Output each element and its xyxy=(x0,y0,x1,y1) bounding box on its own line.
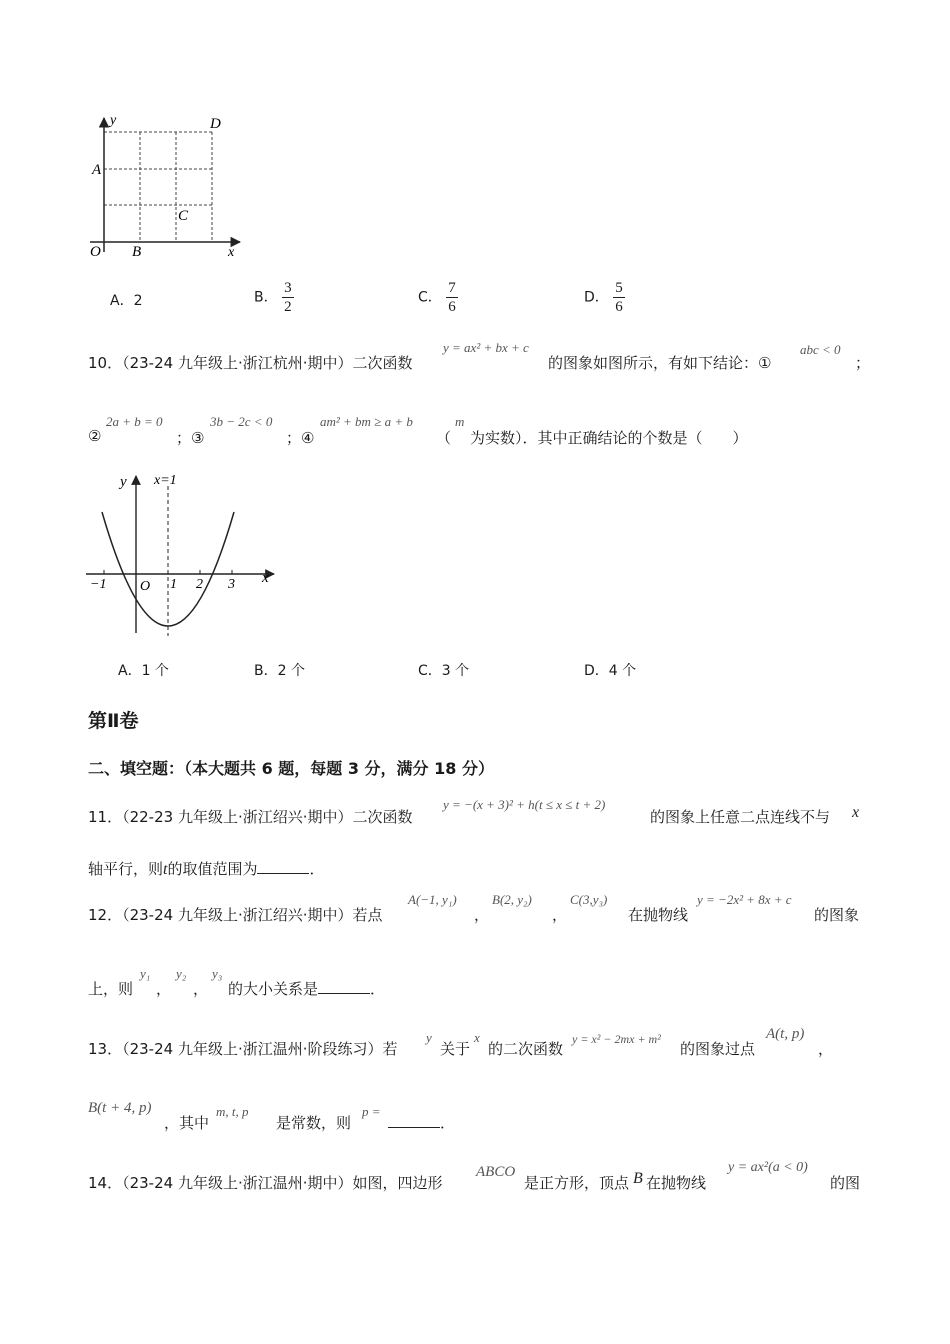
answer-blank[interactable] xyxy=(318,979,370,994)
q13-comma: ， xyxy=(818,1040,834,1058)
q11-text1: 的图象上任意二点连线不与 xyxy=(650,808,831,826)
parabola-y-label: y xyxy=(120,474,127,490)
q11-line1: 11．（22-23 九年级上·浙江绍兴·期中）二次函数 xyxy=(88,808,413,826)
q12-y3: y₃ xyxy=(212,966,223,981)
answer-blank[interactable] xyxy=(388,1113,440,1128)
q10-paren: （ xyxy=(436,429,452,447)
q12-text1: 在抛物线 xyxy=(628,906,689,924)
q12-pC: C(3,y₃) xyxy=(570,892,608,907)
q10-line1: 10．（23-24 九年级上·浙江杭州·期中）二次函数 xyxy=(88,354,413,372)
q10-option-d[interactable]: D．4 个 xyxy=(584,663,637,679)
q11-line2: 轴平行，则t的取值范围为 ． xyxy=(88,860,325,878)
fraction: $\frac{7}{6}$ xyxy=(448,280,456,315)
q10-sep1: ； xyxy=(855,354,871,372)
q9-option-c[interactable]: C． $\frac{7}{6}$ xyxy=(418,280,456,315)
q14-abco: ABCO xyxy=(476,1164,516,1180)
q13-pA: A(t, p) xyxy=(766,1026,805,1042)
q10-func: y = ax² + bx + c xyxy=(443,340,529,355)
grid-figure xyxy=(86,110,256,262)
grid-origin-label: O xyxy=(90,244,101,260)
q12-line2a: 上，则 xyxy=(88,980,134,998)
q12-line2b: 的大小关系是 ． xyxy=(228,980,386,998)
q10-line1-b: 的图象如图所示，有如下结论：① xyxy=(548,354,772,372)
q14-text3: 的图 xyxy=(830,1174,861,1192)
q14-text2: 在抛物线 xyxy=(646,1174,707,1192)
q12-comma2: ， xyxy=(552,906,568,924)
parabola-x-label: x xyxy=(262,570,269,586)
q12-text2: 的图象 xyxy=(814,906,860,924)
parabola-origin-label: O xyxy=(140,579,151,594)
q12-line1: 12．（23-24 九年级上·浙江绍兴·期中）若点 xyxy=(88,906,383,924)
q10-c3: 3b − 2c < 0 xyxy=(210,414,273,429)
q12-c2: ， xyxy=(193,980,209,998)
q10-c1: abc < 0 xyxy=(800,342,841,357)
tick-label-neg1: −1 xyxy=(90,577,107,592)
q11-func: y = −(x + 3)² + h(t ≤ x ≤ t + 2) xyxy=(443,797,606,812)
grid-x-label: x xyxy=(228,245,235,260)
q12-comma1: ， xyxy=(474,906,490,924)
q13-text1: 关于 xyxy=(440,1040,471,1058)
q10-m: m xyxy=(455,414,465,429)
q10-c2: 2a + b = 0 xyxy=(106,414,163,429)
q13-text2: 的二次函数 xyxy=(488,1040,564,1058)
q13-vars: m, t, p xyxy=(216,1104,249,1119)
parabola-figure xyxy=(84,468,280,640)
fraction: $\frac{3}{2}$ xyxy=(284,280,292,315)
q13-peq: p = xyxy=(362,1104,381,1119)
q12-y2: y₂ xyxy=(176,966,187,981)
q13-func: y = x² − 2mx + m² xyxy=(572,1032,661,1046)
q13-answer: ． xyxy=(388,1112,455,1133)
q10-c2-pre: ② xyxy=(88,427,102,445)
grid-point-A: A xyxy=(92,162,102,178)
q10-option-b[interactable]: B．2 个 xyxy=(254,663,305,679)
tick-label-1: 1 xyxy=(170,577,177,592)
parabola-axis-label: x=1 xyxy=(154,473,177,488)
section-title: 第Ⅱ卷 xyxy=(88,710,139,732)
q12-func: y = −2x² + 8x + c xyxy=(697,892,792,907)
q10-option-a[interactable]: A．1 个 xyxy=(118,663,169,679)
q13-x: x xyxy=(474,1030,480,1045)
q10-sep2: ；③ xyxy=(176,429,205,447)
q14-func: y = ax²(a < 0) xyxy=(728,1160,808,1175)
q9-option-b[interactable]: B． $\frac{3}{2}$ xyxy=(254,280,292,315)
grid-y-label: y xyxy=(110,113,117,128)
q9-option-d[interactable]: D． $\frac{5}{6}$ xyxy=(584,280,623,315)
q14-B: B xyxy=(633,1170,643,1187)
q14-line1: 14．（23-24 九年级上·浙江温州·期中）如图，四边形 xyxy=(88,1174,443,1192)
q14-text1: 是正方形，顶点 xyxy=(524,1174,630,1192)
q10-sep3: ；④ xyxy=(286,429,315,447)
grid-point-C: C xyxy=(178,208,189,224)
q10-option-c[interactable]: C．3 个 xyxy=(418,663,470,679)
q13-pB: B(t + 4, p) xyxy=(88,1100,152,1116)
grid-point-D: D xyxy=(210,116,221,132)
q10-text2: 为实数）．其中正确结论的个数是（ ） xyxy=(470,429,748,447)
tick-label-2: 2 xyxy=(196,577,203,592)
q9-option-a[interactable]: A．2 xyxy=(110,293,143,309)
q12-pA: A(−1, y₁) xyxy=(408,892,457,907)
q12-y1: y₁ xyxy=(140,966,151,981)
q13-text5: 是常数，则 xyxy=(276,1114,352,1132)
q10-c4: am² + bm ≥ a + b xyxy=(320,414,413,429)
grid-point-B: B xyxy=(132,244,142,260)
q13-y: y xyxy=(426,1030,432,1045)
q12-pB: B(2, y₂) xyxy=(492,892,532,907)
section-subtitle: 二、填空题：（本大题共 6 题，每题 3 分，满分 18 分） xyxy=(88,759,494,778)
fraction: $\frac{5}{6}$ xyxy=(615,280,623,315)
q13-text4: ，其中 xyxy=(164,1114,210,1132)
q13-text3: 的图象过点 xyxy=(680,1040,756,1058)
q13-line1: 13．（23-24 九年级上·浙江温州·阶段练习）若 xyxy=(88,1040,398,1058)
answer-blank[interactable] xyxy=(257,859,309,874)
q12-c1: ， xyxy=(156,980,172,998)
tick-label-3: 3 xyxy=(228,577,235,592)
q11-x: x xyxy=(852,804,860,821)
